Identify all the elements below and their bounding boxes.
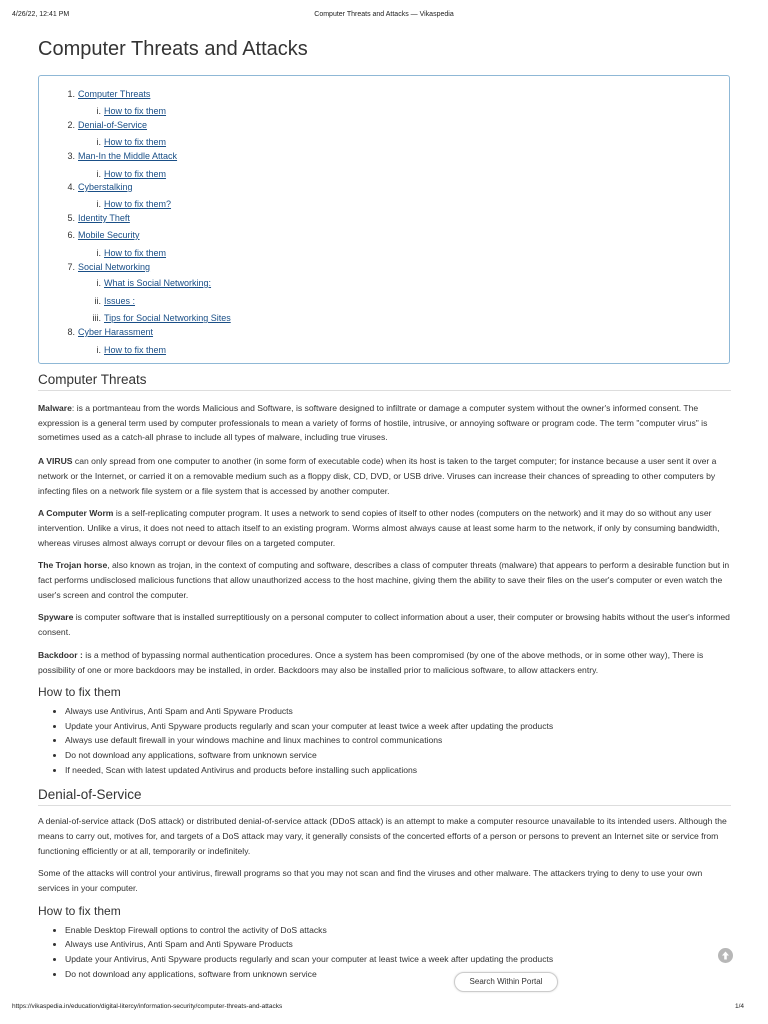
subheading-how-to-fix: How to fix them <box>38 903 121 918</box>
list-item: • Do not download any applications, software from unknown service <box>65 967 731 982</box>
list-item: • Always use Antivirus, Anti Spam and Anti Spyware Products <box>65 937 731 952</box>
text-virus: can only spread from one computer to another (in some form of executable code) when its host is taken to the target computer; for instance because a user sent it over a network or the Internet, or carried it on a removable medium such as a floppy disk, CD, DVD, or USB drive. Viruses can increase their chances of spreading to other computers by infecting files on a network file system or a file system that is accessed by another computer. <box>38 456 717 496</box>
print-header <box>0 11 768 23</box>
toc-num: i. <box>96 137 101 147</box>
text-trojan: , also known as trojan, in the context of computing and software, describes a class of computer threats (malware) that appears to perform a desirable function but in fact performs undisclosed malicious functions that allow unauthorized access to the host machine, giving them the ability to save their files on the user's computer or even watch the user's screen and control the computer. <box>38 560 730 600</box>
list-item: • Enable Desktop Firewall options to control the activity of DoS attacks <box>65 923 731 938</box>
term-backdoor: Backdoor : <box>38 649 83 660</box>
toc-num: i. <box>96 199 101 209</box>
text-backdoor: is a method of bypassing normal authentication procedures. Once a system has been compromised (by one of the above methods, or in some other way), There is possibility of one or more backdoors may be installed, in order. Backdoors may also be installed prior to malicious software, to allow attackers entry. <box>38 649 704 675</box>
toc-subitem <box>91 169 166 179</box>
toc-link-denial-of-service[interactable]: Denial-of-Service <box>78 120 148 130</box>
list-item: • Always use Antivirus, Anti Spam and Anti Spyware Products <box>65 704 731 719</box>
subheading-how-to-fix: How to fix them <box>38 685 121 700</box>
text-malware: : is a portmanteau from the words Malicious and Software, is software designed to infiltrate or damage a computer system without the owner's informed consent. The expression is a general term used by computer professionals to mean a variety of forms of hostile, intrusive, or annoying software or program code. The term "computer virus" is sometimes used as a catch-all phrase to include all types of malware, including true viruses. <box>38 403 708 443</box>
term-worm: A Computer Worm <box>38 508 114 519</box>
toc-link-how-to-fix[interactable]: How to fix them <box>104 169 167 179</box>
toc-subitem <box>91 248 166 258</box>
toc-link-social-networking[interactable]: Social Networking <box>78 262 151 272</box>
print-footer <box>0 1003 768 1015</box>
toc-item-computer-threats <box>65 89 150 99</box>
toc-item-cyberstalking <box>65 182 133 192</box>
toc-link-how-to-fix[interactable]: How to fix them <box>104 106 167 116</box>
toc-link-how-to-fix[interactable]: How to fix them <box>104 345 167 355</box>
print-date: 4/26/22, 12:41 PM <box>12 11 70 18</box>
toc-link-cyberstalking[interactable]: Cyberstalking <box>78 182 133 192</box>
list-item: • Do not download any applications, software from unknown service <box>65 748 731 763</box>
toc-link-identity-theft[interactable]: Identity Theft <box>78 213 130 223</box>
toc-item-identity-theft <box>65 213 130 223</box>
toc-link-tips-social-networking[interactable]: Tips for Social Networking Sites <box>104 313 231 323</box>
scroll-to-top-button[interactable] <box>718 948 733 963</box>
section-heading-computer-threats: Computer Threats <box>38 372 731 391</box>
article-content <box>38 372 731 981</box>
text-worm: is a self-replicating computer program. It uses a network to send copies of itself to other nodes (computers on the network) and it may do so without any user intervention. Unlike a virus, it does not need to attach itself to an existing program. Worms almost always cause at least some harm to the network, if only by consuming bandwidth, whereas viruses almost always corrupt or devour files on a targeted computer. <box>38 508 720 548</box>
print-url: https://vikaspedia.in/education/digital-litercy/information-security/computer-threats-and-attacks <box>12 1003 283 1010</box>
table-of-contents <box>38 75 730 364</box>
text-spyware: is computer software that is installed surreptitiously on a personal computer to collect information about a user, their computer or browsing habits without the user's informed consent. <box>38 612 730 638</box>
paragraph-malware <box>38 401 731 445</box>
toc-num: 3. <box>67 151 75 161</box>
term-trojan: The Trojan horse <box>38 560 108 571</box>
list-item: • If needed, Scan with latest updated Antivirus and products before installing such applications <box>65 763 731 778</box>
list-item: • Update your Antivirus, Anti Spyware products regularly and scan your computer at least twice a week after updating the products <box>65 719 731 734</box>
paragraph-worm <box>38 506 731 550</box>
toc-link-how-to-fix[interactable]: How to fix them? <box>104 199 172 209</box>
toc-num: 6. <box>67 230 75 240</box>
toc-num: i. <box>96 106 101 116</box>
toc-subitem <box>91 345 166 355</box>
toc-subitem <box>91 137 166 147</box>
print-title: Computer Threats and Attacks — Vikaspedia <box>314 11 454 18</box>
toc-item-cyber-harassment <box>65 327 153 337</box>
toc-item-mobile-security <box>65 230 140 240</box>
toc-link-what-is-social-networking[interactable]: What is Social Networking: <box>104 278 212 288</box>
section-heading-denial-of-service: Denial-of-Service <box>38 787 731 806</box>
term-spyware: Spyware <box>38 612 74 623</box>
toc-num: 5. <box>67 213 75 223</box>
toc-link-computer-threats[interactable]: Computer Threats <box>78 89 151 99</box>
toc-link-mobile-security[interactable]: Mobile Security <box>78 230 140 240</box>
toc-subitem <box>91 313 231 323</box>
toc-num: 4. <box>67 182 75 192</box>
toc-item-denial-of-service <box>65 120 147 130</box>
page-number: 1/4 <box>734 1003 744 1010</box>
term-malware: Malware <box>38 403 72 413</box>
fix-list-dos <box>38 923 731 981</box>
toc-num: i. <box>96 278 101 288</box>
toc-subitem <box>91 278 211 288</box>
toc-item-man-in-the-middle <box>65 151 177 161</box>
toc-num: ii. <box>94 296 101 306</box>
page-title: Computer Threats and Attacks <box>38 38 308 60</box>
toc-subitem <box>91 106 166 116</box>
list-item: • Update your Antivirus, Anti Spyware products regularly and scan your computer at least twice a week after updating the products <box>65 952 731 967</box>
toc-num: 2. <box>67 120 75 130</box>
toc-link-cyber-harassment[interactable]: Cyber Harassment <box>78 327 154 337</box>
paragraph-spyware <box>38 610 731 639</box>
toc-link-how-to-fix[interactable]: How to fix them <box>104 248 167 258</box>
toc-num: 8. <box>67 327 75 337</box>
toc-item-social-networking <box>65 262 150 272</box>
paragraph-dos-1: A denial-of-service attack (DoS attack) or distributed denial-of-service attack (DDoS attack) is an attempt to make a computer resource unavailable to its intended users. Although the means to carry out, motives for, and targets of a DoS attack may vary, it generally consists of the concerted efforts of a person or persons to prevent an Internet site or service from functioning efficiently or at all, temporarily or indefinitely. <box>38 816 727 856</box>
arrow-up-icon <box>718 948 733 963</box>
toc-subitem <box>91 199 171 209</box>
paragraph-dos-2: Some of the attacks will control your antivirus, firewall programs so that you may not scan and find the viruses and other malware. The attackers trying to deny to use your own services in your computer. <box>38 868 703 894</box>
term-virus: A VIRUS <box>38 456 73 467</box>
toc-link-man-in-the-middle[interactable]: Man-In the Middle Attack <box>78 151 178 161</box>
toc-subitem <box>91 296 135 306</box>
paragraph-virus <box>38 454 731 498</box>
toc-num: 7. <box>67 262 75 272</box>
list-item: • Always use default firewall in your windows machine and linux machines to control communications <box>65 733 731 748</box>
toc-num: iii. <box>92 313 101 323</box>
paragraph-trojan <box>38 558 731 602</box>
search-within-portal-button[interactable]: Search Within Portal <box>454 972 558 992</box>
toc-num: i. <box>96 169 101 179</box>
paragraph-backdoor <box>38 648 731 677</box>
toc-num: 1. <box>67 89 75 99</box>
toc-link-how-to-fix[interactable]: How to fix them <box>104 137 167 147</box>
toc-link-issues[interactable]: Issues : <box>104 296 136 306</box>
toc-num: i. <box>96 345 101 355</box>
fix-list-threats <box>38 704 731 777</box>
toc-num: i. <box>96 248 101 258</box>
